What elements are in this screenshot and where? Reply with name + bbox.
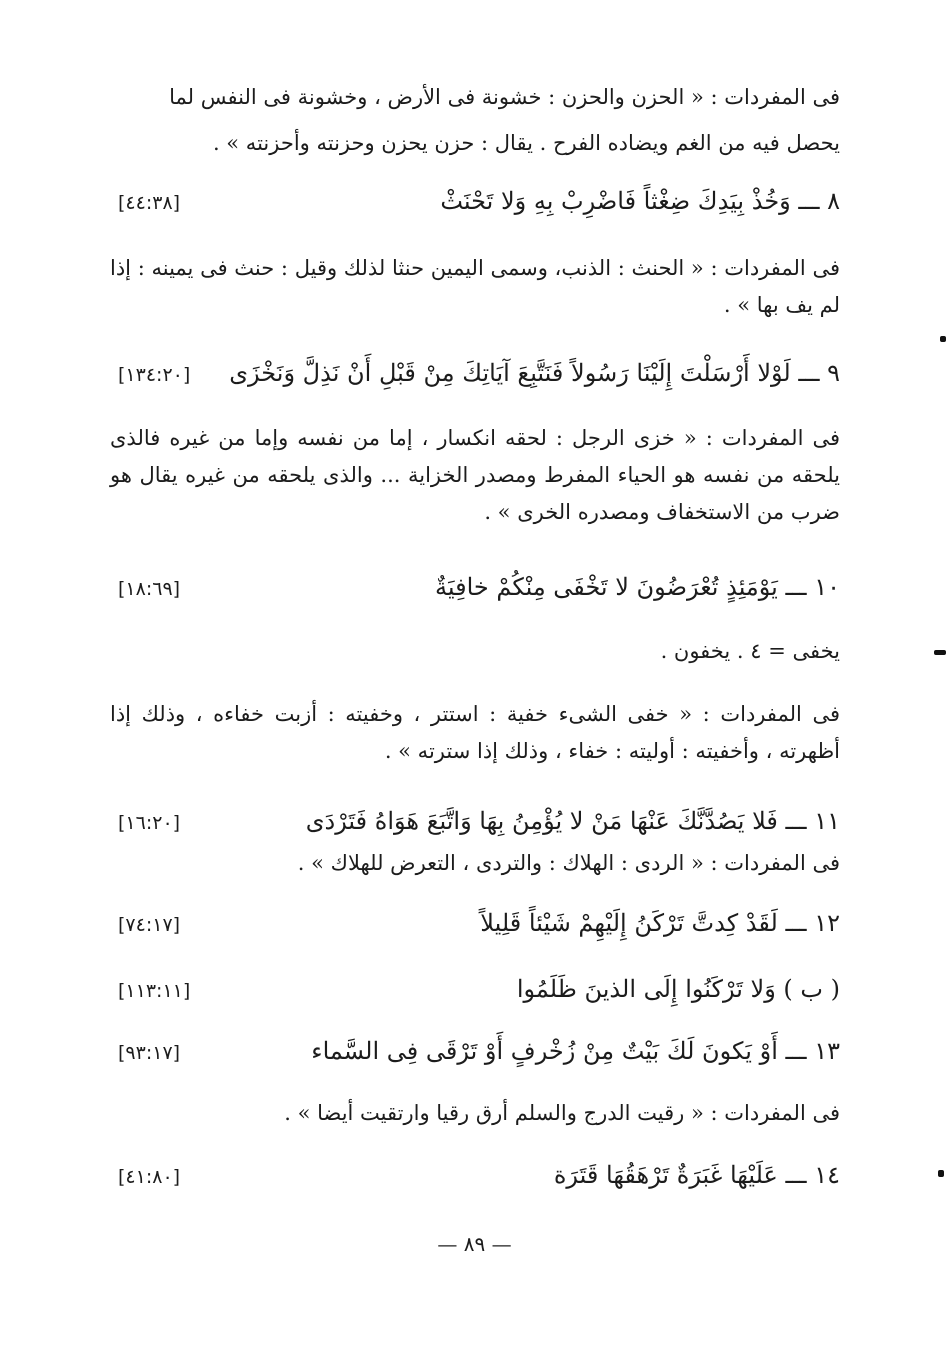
paragraph-1-line-2: يحصل فيه من الغم ويضاده الفرح . يقال : حزن يحزن وحزنته وأحزنته » . bbox=[212, 131, 840, 155]
verse-11: ١١ ـــ فَلا يَصُدَّنَّكَ عَنْهَا مَنْ لا يُؤْمِنُ بِهَا وَاتَّبَعَ هَوَاهُ فَتَرْدَى bbox=[305, 807, 840, 835]
verse-8-reference: [٤٤:٣٨] bbox=[118, 192, 181, 214]
verse-9-reference: [١٣٤:٢٠] bbox=[118, 364, 191, 386]
margin-mark bbox=[940, 336, 946, 342]
verse-12-b: ( ب ) وَلا تَرْكَنُوا إِلَى الذينَ ظَلَمُوا bbox=[516, 975, 840, 1003]
paragraph-6: فى المفردات : « الردى : الهلاك : والتردى ، التعرض للهلاك » . bbox=[297, 851, 840, 875]
margin-mark bbox=[938, 1170, 944, 1177]
paragraph-7: فى المفردات : « رقيت الدرج والسلم أرق رقيا وارتقيت أيضا » . bbox=[284, 1101, 840, 1125]
verse-14: ١٤ ـــ عَلَيْهَا غَبَرَةٌ تَرْهَقُهَا قَتَرَة bbox=[553, 1161, 840, 1189]
paragraph-1-line-1: فى المفردات : « الحزن والحزن : خشونة فى الأرض ، وخشونة فى النفس لما bbox=[169, 85, 840, 109]
verse-14-reference: [٤١:٨٠] bbox=[118, 1166, 181, 1188]
paragraph-3: فى المفردات : « خزى الرجل : لحقه انكسار ، إما من نفسه وإما من غيره فالذى يلحقه من نفسه هو الحياء المفرط ومصدر الخزاية ... والذى يلحقه من غيره يقال هو ضرب من الاستخفاف ومصدره الخرى » . bbox=[110, 426, 840, 524]
verse-10-reference: [١٨:٦٩] bbox=[118, 578, 181, 600]
paragraph-4: يخفى = ٤ . يخفون . bbox=[660, 639, 840, 663]
verse-10: ١٠ ـــ يَوْمَئِذٍ تُعْرَضُونَ لا تَخْفَى مِنْكُمْ خافِيَةٌ bbox=[434, 573, 840, 601]
verse-11-reference: [١٦:٢٠] bbox=[118, 812, 181, 834]
verse-12-reference: [٧٤:١٧] bbox=[118, 914, 181, 936]
margin-mark bbox=[934, 650, 946, 655]
paragraph-2: فى المفردات : « الحنث : الذنب، وسمى اليمين حنثا لذلك وقيل : حنث فى يمينه : إذا لم يف بها » . bbox=[110, 256, 840, 317]
verse-12-b-reference: [١١٣:١١] bbox=[118, 980, 191, 1002]
page-number: — ٨٩ — bbox=[437, 1232, 512, 1256]
paragraph-5: فى المفردات : « خفى الشىء خفية : استتر ، وخفيته : أزبت خفاءه ، وذلك إذا أظهرته ، وأخفيته : أوليته : خفاء ، وذلك إذا سترته » . bbox=[110, 702, 840, 763]
verse-12: ١٢ ـــ لَقَدْ كِدتَّ تَرْكَنُ إِلَيْهِمْ شَيْئاً قَلِيلاً bbox=[480, 909, 840, 937]
verse-8: ٨ ـــ وَخُذْ بِيَدِكَ ضِغْثاً فَاضْرِبْ بِهِ وَلا تَحْنَثْ bbox=[440, 187, 840, 215]
verse-13-reference: [٩٣:١٧] bbox=[118, 1042, 181, 1064]
verse-9: ٩ ـــ لَوْلا أَرْسَلْتَ إِلَيْنَا رَسُولاً فَنَتَّبِعَ آيَاتِكَ مِنْ قَبْلِ أَنْ نَذِلَّ وَنَخْزَى bbox=[229, 359, 840, 387]
verse-13: ١٣ ـــ أَوْ يَكونَ لَكَ بَيْتٌ مِنْ زُخْرفٍ أَوْ تَرْقَى فِى السَّماء bbox=[311, 1037, 840, 1065]
